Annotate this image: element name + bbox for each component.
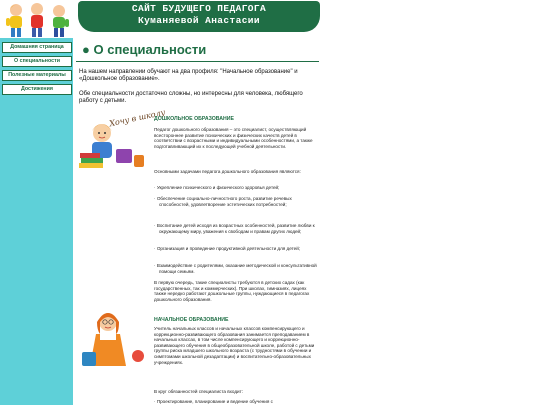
preschool-task-item: · Организация и проведение продуктивной деятельности для детей; [154, 246, 322, 252]
preschool-tasks-intro: Основными задачами педагога дошкольного образования являются: [154, 169, 301, 174]
preschool-task-item: · Воспитание детей исходя из возрастных особенностей, развитие любви к окружающему миру, уважения к свободам и правам других людей; [154, 223, 322, 234]
preschool-task-item: · Обеспечение социально-личностного роста, развитие речевых способностей, удовлетворение эстетических потребностей; [154, 196, 322, 207]
preschool-child-illustration [76, 107, 166, 171]
preschool-heading: ДОШКОЛЬНОЕ ОБРАЗОВАНИЕ [154, 116, 234, 122]
primary-heading: НАЧАЛЬНОЕ ОБРАЗОВАНИЕ [154, 317, 229, 323]
intro-paragraph-2: Обе специальности достаточно сложны, но интересны для человека, любящего работу с детьми. [79, 91, 303, 105]
picture-caption: Хочу в школу [108, 107, 166, 129]
nav-item-useful-materials[interactable]: Полезные материалы [2, 70, 72, 81]
nav-item-achievements[interactable]: Достижения [2, 84, 72, 95]
primary-duties-intro: В круг обязанностей специалиста входит: [154, 389, 243, 394]
preschool-description: Педагог дошкольного образования – это специалист, осуществляющий всестороннее развитие психических и физических качеств детей в соответствии с возрастными и индивидуальными особенностями, а также подготавливающий их к последующей учебной деятельности. [154, 127, 313, 149]
preschool-task-item: · Взаимодействие с родителями, оказание методической и консультативной помощи семьям. [154, 263, 322, 274]
page-title [82, 42, 206, 57]
intro-paragraph-1: На нашем направлении обучают на два профиля: "Начальное образование" и «Дошкольное образование». [79, 69, 298, 83]
preschool-employment-text: В первую очередь, такие специалисты требуются в детских садах (как государственных, так и коммерческих). При школах, гимназиях, лицеях также нередко работают дошкольные группы, нуждающиеся в педагогах дошкольного образования. [154, 280, 310, 302]
primary-duty-item: · Проектирование, планирование и ведение обучения с [154, 399, 322, 405]
preschool-task-item: · Укрепление психического и физического здоровья детей; [154, 185, 322, 191]
site-title-line2: Куманяевой Анастасии [137, 15, 261, 26]
teacher-illustration [78, 308, 150, 370]
children-logo-image [4, 1, 72, 39]
nav-item-about-specialty[interactable]: О специальности [2, 56, 72, 67]
title-bullet-icon: ● [82, 42, 90, 57]
title-divider [76, 61, 319, 62]
nav-item-home[interactable]: Домашняя страница [2, 42, 72, 53]
primary-description: Учитель начальных классов и начальных классов компенсирующего и коррекционно-развивающего образования занимается преподаванием в начальных классах, в том числе компенсирующего и коррекционно-развивающего обучения в общеобразовательной школе, работой с детьми группы риска младшего школьного возраста (с трудностями в обучении и симптомами школьной дезадаптации) и воспитательно-образовательных учреждениях. [154, 326, 315, 365]
site-title-line1: САЙТ БУДУЩЕГО ПЕДАГОГА [131, 3, 267, 14]
header [0, 0, 540, 38]
sidebar-nav [0, 38, 73, 405]
page-title-text: О специальности [93, 42, 207, 57]
main-content [76, 38, 326, 405]
site-title-banner [78, 1, 320, 32]
